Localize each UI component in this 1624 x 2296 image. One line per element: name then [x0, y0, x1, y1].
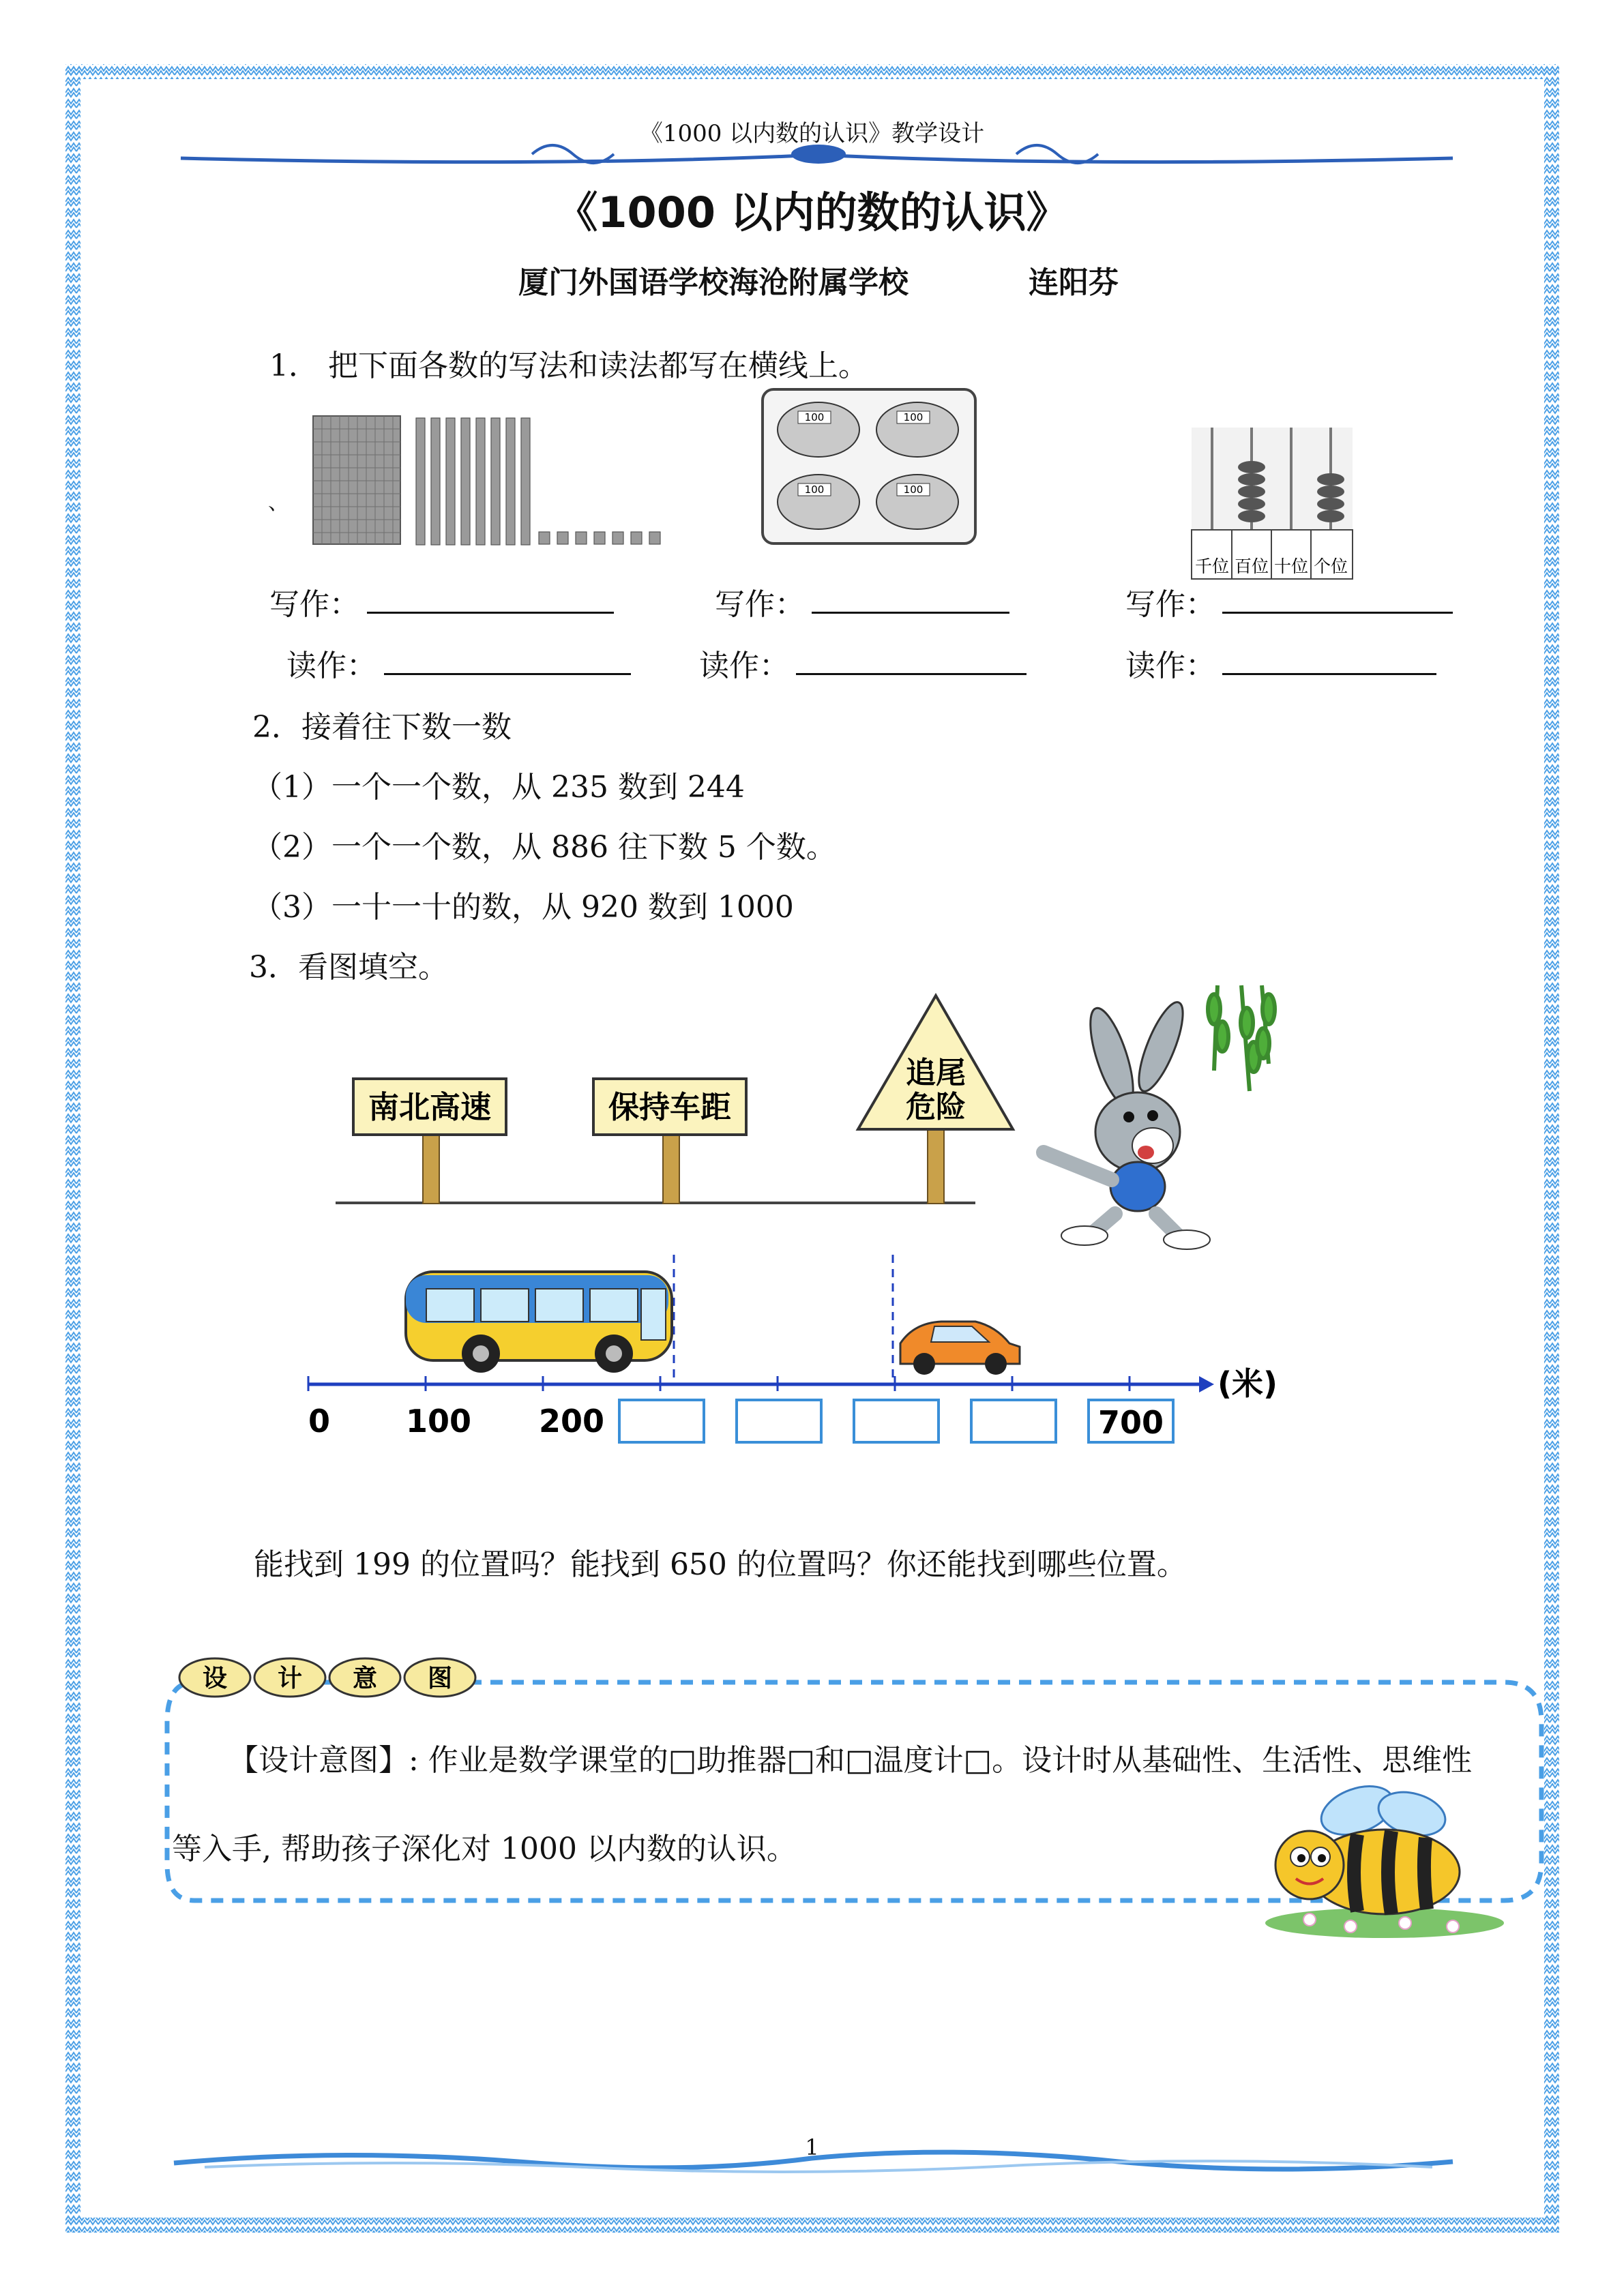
q1-prompt: 1． 把下面各数的写法和读法都写在横线上。 — [269, 348, 868, 383]
place-label-thousands: 千位 — [1194, 556, 1230, 576]
running-title: 《1000 以内数的认识》教学设计 — [639, 120, 985, 147]
place-label-tens: 十位 — [1273, 556, 1309, 576]
read-label-1: 读作： — [286, 648, 377, 683]
design-text-line-1: 【设计意图】: 作业是数学课堂的□助推器□和□温度计□。设计时从基础性、生活性、思维性 — [228, 1743, 1473, 1778]
q2-item-2: （2）一个一个数，从 886 往下数 5 个数。 — [252, 830, 836, 865]
tick-200: 200 — [539, 1403, 605, 1440]
sign-1-text: 南北高速 — [368, 1089, 492, 1125]
hundred-bundles — [761, 387, 979, 547]
tick-700: 700 — [1097, 1404, 1164, 1441]
bundle-label: 100 — [903, 411, 924, 423]
bundle-3 — [778, 475, 859, 529]
answer-box-3[interactable] — [854, 1400, 939, 1442]
badge-char-1: 设 — [202, 1664, 228, 1693]
read-line-1[interactable] — [384, 673, 631, 675]
q3-prompt: 3．看图填空。 — [249, 950, 448, 985]
rabbit-illustration — [1044, 998, 1210, 1249]
sign-3-line-2: 危险 — [906, 1090, 966, 1124]
write-label-3: 写作： — [1125, 587, 1215, 622]
bundle-label: 100 — [804, 411, 825, 423]
place-label-hundreds: 百位 — [1234, 556, 1269, 576]
badge-char-2: 计 — [277, 1664, 303, 1693]
design-badge — [179, 1658, 475, 1697]
sign-3-line-1: 追尾 — [906, 1056, 966, 1090]
write-label-2: 写作： — [715, 587, 805, 622]
read-line-3[interactable] — [1222, 673, 1436, 675]
ten-rods — [416, 418, 530, 545]
answer-box-1[interactable] — [619, 1400, 704, 1442]
q2-prompt: 2．接着往下数一数 — [252, 710, 512, 745]
read-label-3: 读作： — [1125, 648, 1215, 683]
read-label-2: 读作： — [699, 648, 789, 683]
base-ten-blocks — [310, 413, 685, 549]
bundle-4 — [876, 475, 958, 529]
abacus — [1190, 426, 1354, 580]
road-figure — [300, 982, 1289, 1459]
car-illustration — [900, 1322, 1020, 1375]
badge-char-3: 意 — [352, 1664, 378, 1693]
q2-item-1: （1）一个一个数，从 235 数到 244 — [252, 770, 745, 805]
q3-question: 能找到 199 的位置吗？能找到 650 的位置吗？你还能找到哪些位置。 — [254, 1547, 1187, 1582]
bundle-label: 100 — [804, 483, 825, 496]
answer-box-4[interactable] — [971, 1400, 1056, 1442]
tick-100: 100 — [406, 1403, 472, 1440]
tick-0: 0 — [308, 1403, 331, 1440]
axis-unit: (米) — [1217, 1365, 1278, 1402]
q2-item-3: （3）一十一十的数，从 920 数到 1000 — [252, 890, 794, 925]
hundreds-beads — [1238, 461, 1265, 522]
bundle-label: 100 — [903, 483, 924, 496]
one-cubes — [539, 532, 660, 544]
badge-char-4: 图 — [427, 1664, 453, 1693]
stray-mark: 、 — [268, 491, 289, 515]
write-label-1: 写作： — [269, 587, 359, 622]
read-line-2[interactable] — [796, 673, 1027, 675]
bundle-1 — [778, 402, 859, 457]
author-name: 连阳芬 — [1029, 265, 1119, 300]
write-line-3[interactable] — [1222, 612, 1453, 614]
page-title: 《1000 以内的数的认识》 — [555, 188, 1069, 237]
bee-illustration — [1255, 1783, 1514, 1940]
page-number: 1 — [805, 2134, 819, 2160]
bundle-2 — [876, 402, 958, 457]
design-text-line-2: 等入手, 帮助孩子深化对 1000 以内数的认识。 — [172, 1832, 797, 1866]
write-line-1[interactable] — [367, 612, 614, 614]
write-line-2[interactable] — [812, 612, 1009, 614]
school-name: 厦门外国语学校海沧附属学校 — [518, 265, 909, 300]
answer-box-2[interactable] — [737, 1400, 821, 1442]
willow-branch — [1208, 985, 1275, 1091]
sign-2-text: 保持车距 — [608, 1089, 732, 1125]
place-label-ones: 个位 — [1313, 556, 1348, 576]
bus-illustration — [406, 1272, 672, 1373]
hundred-flat — [313, 416, 400, 544]
